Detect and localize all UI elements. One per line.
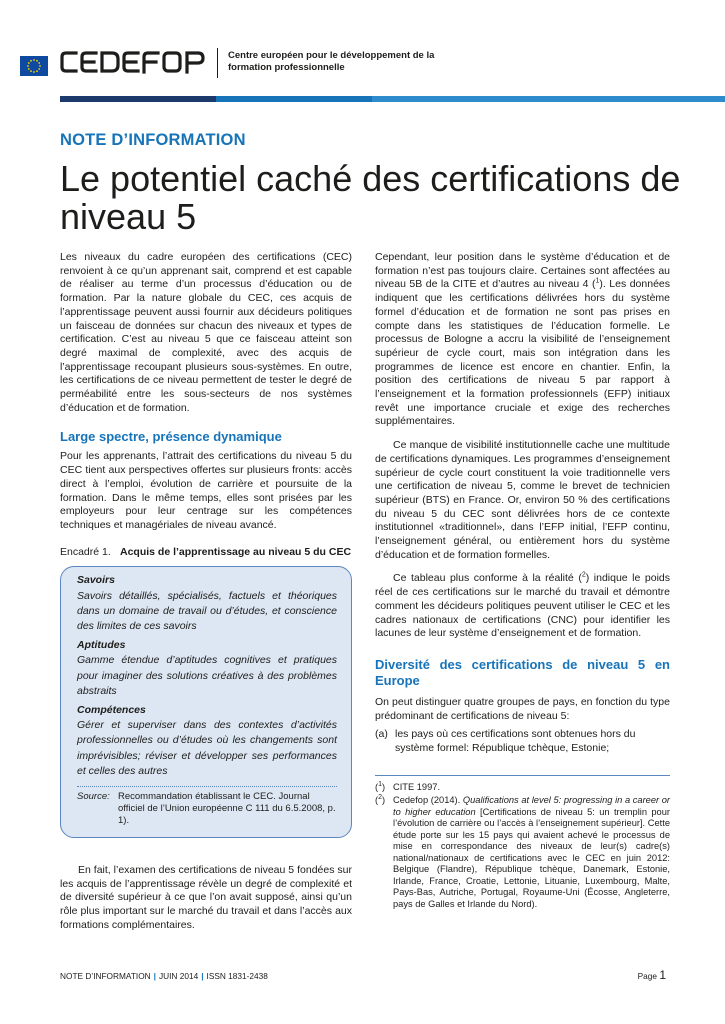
page-title: Le potentiel caché des certifications de niveau 5 — [60, 158, 681, 237]
page-label: Page — [637, 971, 657, 981]
box-text-competences: Gérer et superviser dans des contextes d’activités professionnelles ou d’études où les changements sont imprévisibles; réviser et développer ses performances et celles des autres — [77, 719, 337, 777]
paragraph-tableau — [375, 572, 670, 641]
paragraph-examen: En fait, l’examen des certifications de niveau 5 fondées sur les acquis de l’apprentissage révèle un degré de complexité et de diversité supérieur à ce que l’on avait supposé, ainsi qu’un rôle plus important sur le marché du travail et dans l’accès aux formations complémentaires. — [60, 864, 352, 931]
footnote-2 — [375, 795, 670, 910]
footnote-ref-2[interactable]: 2 — [581, 571, 586, 579]
footer — [60, 971, 268, 981]
footnote-2-title: Qualifications at level 5: progressing in a career or to higher education — [393, 795, 671, 817]
footer-divider: | — [201, 971, 204, 981]
box-text-savoirs: Savoirs détaillés, spécialisés, factuels et théoriques dans un domaine de travail ou d’études, et conscience des limites de ces savoirs — [77, 589, 337, 632]
list-marker: (a) — [375, 728, 388, 741]
section-heading-large-spectre: Large spectre, présence dynamique — [60, 429, 282, 445]
left-column — [60, 251, 352, 933]
footnote-marker-2: ($^2$) — [375, 794, 386, 806]
footnote-separator — [375, 775, 670, 776]
box-source-label: Source: — [77, 791, 110, 802]
box-heading-aptitudes: Aptitudes — [77, 639, 126, 652]
footnote-text-2 — [393, 795, 670, 910]
footnote-ref-1[interactable]: 1 — [595, 277, 600, 285]
organization-name: Centre européen pour le développement de la formation professionnelle — [228, 50, 435, 73]
encadre-box — [60, 566, 352, 838]
box-heading-competences: Compétences — [77, 703, 146, 716]
box-caption — [60, 546, 352, 560]
footer-date: JUIN 2014 — [158, 971, 199, 981]
footnote-2-author: Cedefop (2014). — [393, 795, 463, 806]
header-band-mid — [216, 96, 372, 102]
paragraph-tableau-text-b: ) indique le poids réel de ces certifications sur le marché du travail et démontre comment les décideurs politiques peuvent utiliser le CEC et les cadres nationaux de certifications (CNC) pour identifier les lacunes de leur système d’enseignement et de formation. — [375, 572, 670, 640]
footnote-number-2: 2 — [378, 794, 383, 802]
box-source-text: Recommandation établissant le CEC. Journal officiel de l’Union européenne C 111 du 6.5.2008, p. 1). — [118, 791, 336, 826]
list-item-a — [375, 728, 670, 755]
box-number: Encadré 1. — [60, 545, 111, 558]
footnote-2-body: [Certifications de niveau 5: un tremplin pour l’évolution de carrière ou l’accès à l’enseignement supérieur]. Cette étude porte sur les 15 pays qui avaient achevé le processus de mise en correspondance des niveaux de leur(s) cadre(s) national/nationaux de certifications avec le CEC en juin 2012: Belgique (Flandre), République tchèque, Danemark, Estonie, Irlande, France, Croatie, Lettonie, Lituanie, Luxembourg, Malte, Pays-Bas, Autriche, Portugal, Royaume-Uni (Écosse, Angleterre, pays de Galles et Irlande du Nord). — [393, 806, 670, 909]
footnote-text-1: CITE 1997. — [393, 781, 441, 792]
footer-divider: | — [153, 971, 156, 981]
eu-stars-icon — [20, 56, 48, 76]
footer-issn: ISSN 1831-2438 — [206, 971, 268, 981]
box-text-aptitudes: Gamme étendue d’aptitudes cognitives et pratiques pour imaginer des solutions créatives à des problèmes abstraits — [77, 654, 337, 697]
box-divider — [77, 786, 337, 787]
paragraph-position — [375, 251, 670, 429]
box-source — [77, 791, 337, 827]
page-number — [638, 968, 666, 982]
section-heading-diversite: Diversité des certifications de niveau 5 en Europe — [375, 656, 670, 688]
box-heading-savoirs: Savoirs — [77, 574, 115, 587]
box-title: Acquis de l’apprentissage au niveau 5 du CEC — [120, 545, 352, 558]
intro-paragraph: Les niveaux du cadre européen des certifications (CEC) renvoient à ce qu’un apprenant sait, comprend et est capable de réaliser au terme d’un processus d’éducation ou de formation. Par la nature globale du CEC, ces acquis de l’apprentissage peuvent aussi fournir aux décideurs politiques un faisceau de données sur chacun des niveaux et types de certification. C’est au niveau 5 que ce faisceau atteint son degré maximal de complexité, avec des acquis de l’apprentissage recoupant plusieurs sous-systèmes. En outre, les certifications de ce niveau permettent de tester le degré de perméabilité entre les sous-secteurs de nos systèmes d’éducation et de formation. — [60, 251, 352, 414]
paragraph-groupes: On peut distinguer quatre groupes de pays, en fonction du type prédominant de certifications de niveau 5: — [375, 695, 670, 722]
paragraph-tableau-text-a: Ce tableau plus conforme à la réalité ( — [393, 572, 582, 585]
header-band-dark — [60, 96, 216, 102]
paragraph-visibilite: Ce manque de visibilité institutionnelle cache une multitude de certifications dynamiques. Les programmes d’enseignement supérieur de cycle court constituent la voie traditionnelle vers une certification de niveau 5, comme le brevet de technicien supérieur (BTS) en France. Or, environ 50 % des certifications du niveau 5 du CEC sont délivrées hors de ce contexte institutionnel «traditionnel», dans l’EFP initial, l’EFP continu, l’enseignement général, ou entièrement hors du système d’éducation et de formation formelles. — [375, 439, 670, 561]
paragraph-apprenants: Pour les apprenants, l’attrait des certifications du niveau 5 du CEC tient aux perspectives offertes sur plusieurs fronts: accès direct à l’emploi, évolution de carrière et poursuite de la formation. Dans le même temps, elles sont prisées par les employeurs pour leur centrage sur les compétences techniques et managériales de niveau avancé. — [60, 450, 352, 531]
footnote-number-1: 1 — [378, 780, 383, 788]
header-band-light — [372, 96, 725, 102]
cedefop-logo — [60, 49, 208, 75]
eu-flag-logo — [20, 56, 48, 76]
footnote-1 — [375, 782, 670, 794]
list-text: les pays où ces certifications sont obtenues hors du système formel: République tchèque, Estonie; — [395, 728, 636, 755]
page-number-value: 1 — [659, 968, 666, 982]
right-column — [375, 251, 670, 910]
footnote-marker-1: ($^1$) — [375, 780, 386, 792]
paragraph-position-text-b: ). Les données indiquent que les certifications délivrées hors du système formel d’éducation et de formation ne sont pas prises en compte dans les statistiques de l’éducation formelle. Le processus de Bologne a accru la visibilité de l’enseignement supérieur de cycle court, mais son intégration dans les programmes de licence est encore en chantier. Enfin, la position des certifications de niveau 5 par rapport à l’enseignement et la formation professionnels (EFP) initiaux revêt une importance cruciale et exige des recherches supplémentaires. — [375, 278, 670, 428]
note-label: NOTE D’INFORMATION — [60, 131, 246, 149]
paragraph-position-text-a: Cependant, leur position dans le système d’éducation et de formation n’est pas toujours claire. Certaines sont affectées au niveau 5B de la CITE et d’autres au niveau 4 ( — [375, 251, 670, 291]
footer-label: NOTE D’INFORMATION — [60, 971, 151, 981]
header-separator — [217, 48, 218, 78]
